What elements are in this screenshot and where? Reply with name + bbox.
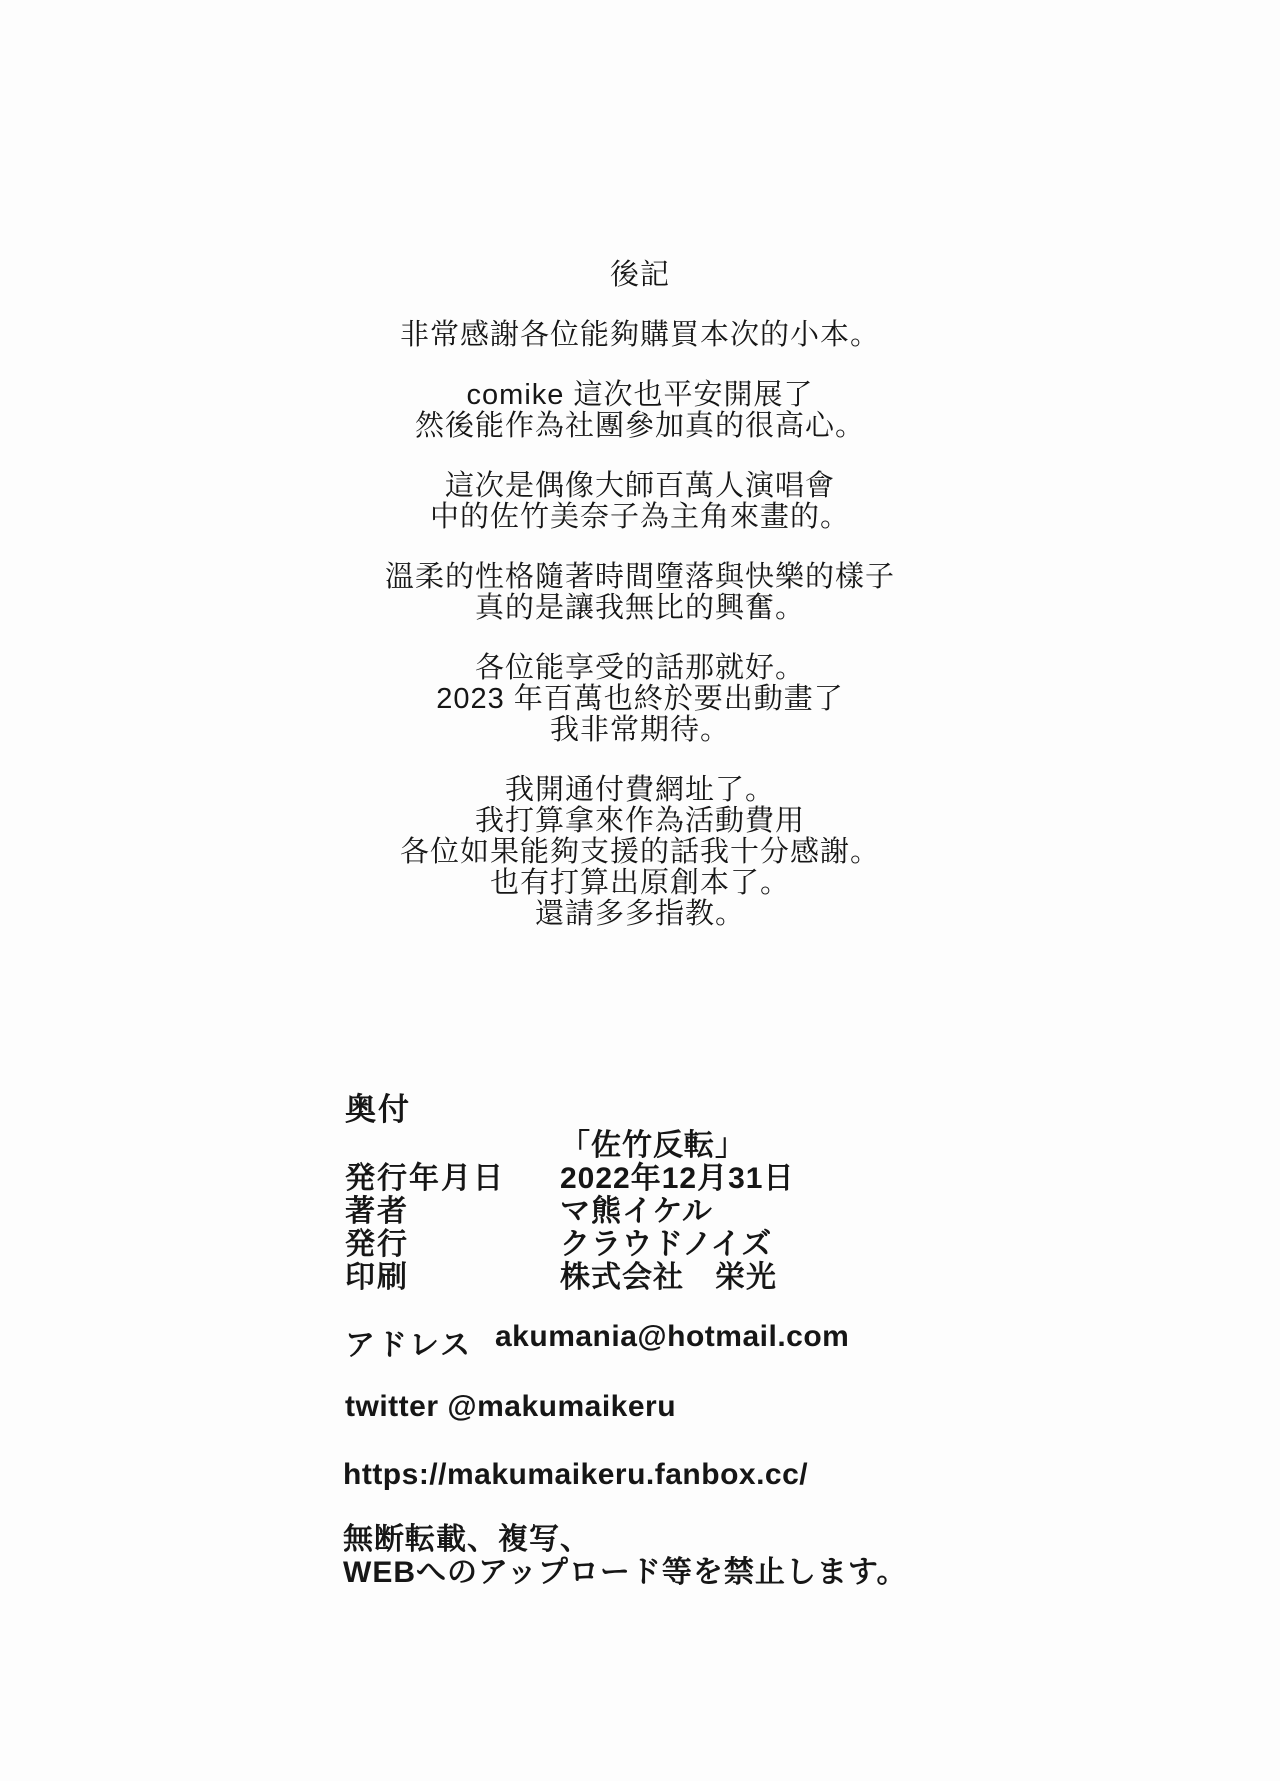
colophon-row-book-title: [345, 1120, 794, 1162]
afterword-line: 這次是偶像大師百萬人演唱會: [444, 470, 835, 502]
afterword-title: 後記: [609, 259, 670, 291]
email-address: akumania@hotmail.com: [495, 1320, 850, 1353]
afterword-line: 我非常期待。: [549, 714, 730, 746]
fanbox-url: https://makumaikeru.fanbox.cc/: [343, 1458, 809, 1491]
twitter-handle: twitter @makumaikeru: [345, 1390, 677, 1423]
colophon-row-publisher: [345, 1219, 794, 1261]
afterword-line: 各位能享受的話那就好。: [474, 652, 805, 684]
afterword-line: 然後能作為社團參加真的很高心。: [414, 410, 865, 442]
afterword-paragraph: [0, 775, 1280, 930]
copyright-notice: [343, 1523, 908, 1589]
afterword-line: 各位如果能夠支援的話我十分感謝。: [399, 836, 880, 868]
colophon-row-printer: [345, 1252, 794, 1294]
afterword-line: 溫柔的性格隨著時間墮落與快樂的樣子: [384, 561, 895, 593]
afterword-section: [0, 260, 1280, 959]
copyright-notice-line: 無断転載、複写、: [343, 1523, 591, 1556]
afterword-line: 我打算拿來作為活動費用: [474, 805, 805, 837]
address-row: [345, 1320, 849, 1364]
colophon-label: 発行年月日: [345, 1162, 505, 1195]
afterword-line: comike 這次也平安開展了: [466, 379, 814, 411]
colophon-row-publication-date: [345, 1153, 795, 1195]
publisher-name: クラウドノイズ: [560, 1228, 773, 1261]
afterword-line: 也有打算出原創本了。: [489, 867, 790, 899]
afterword-paragraph: [0, 653, 1280, 746]
afterword-line: 還請多多指教。: [534, 898, 745, 930]
afterword-paragraph: [0, 380, 1280, 442]
colophon-label: 著者: [345, 1195, 409, 1228]
colophon-heading: 奥付: [345, 1092, 411, 1127]
colophon-label: 印刷: [345, 1261, 409, 1294]
afterword-line: 2023 年百萬也終於要出動畫了: [436, 683, 844, 715]
afterword-line: 中的佐竹美奈子為主角來畫的。: [429, 501, 850, 533]
afterword-paragraph: [0, 562, 1280, 624]
author-name: マ熊イケル: [560, 1195, 713, 1228]
afterword-line: 非常感謝各位能夠購買本次的小本。: [399, 319, 880, 351]
colophon-table: [345, 1120, 795, 1294]
copyright-notice-line: WEBへのアップロード等を禁止します。: [343, 1556, 908, 1589]
colophon-label: 発行: [345, 1228, 409, 1261]
address-label: アドレス: [345, 1329, 473, 1362]
afterword-line: 真的是讓我無比的興奮。: [474, 592, 805, 624]
afterword-paragraph: [0, 320, 1280, 351]
publication-date: 2022年12月31日: [560, 1162, 795, 1195]
book-title: 「佐竹反転」: [560, 1129, 746, 1162]
afterword-line: 我開通付費網址了。: [504, 774, 775, 806]
printer-name: 株式会社 栄光: [560, 1261, 777, 1294]
afterword-paragraph: [0, 471, 1280, 533]
